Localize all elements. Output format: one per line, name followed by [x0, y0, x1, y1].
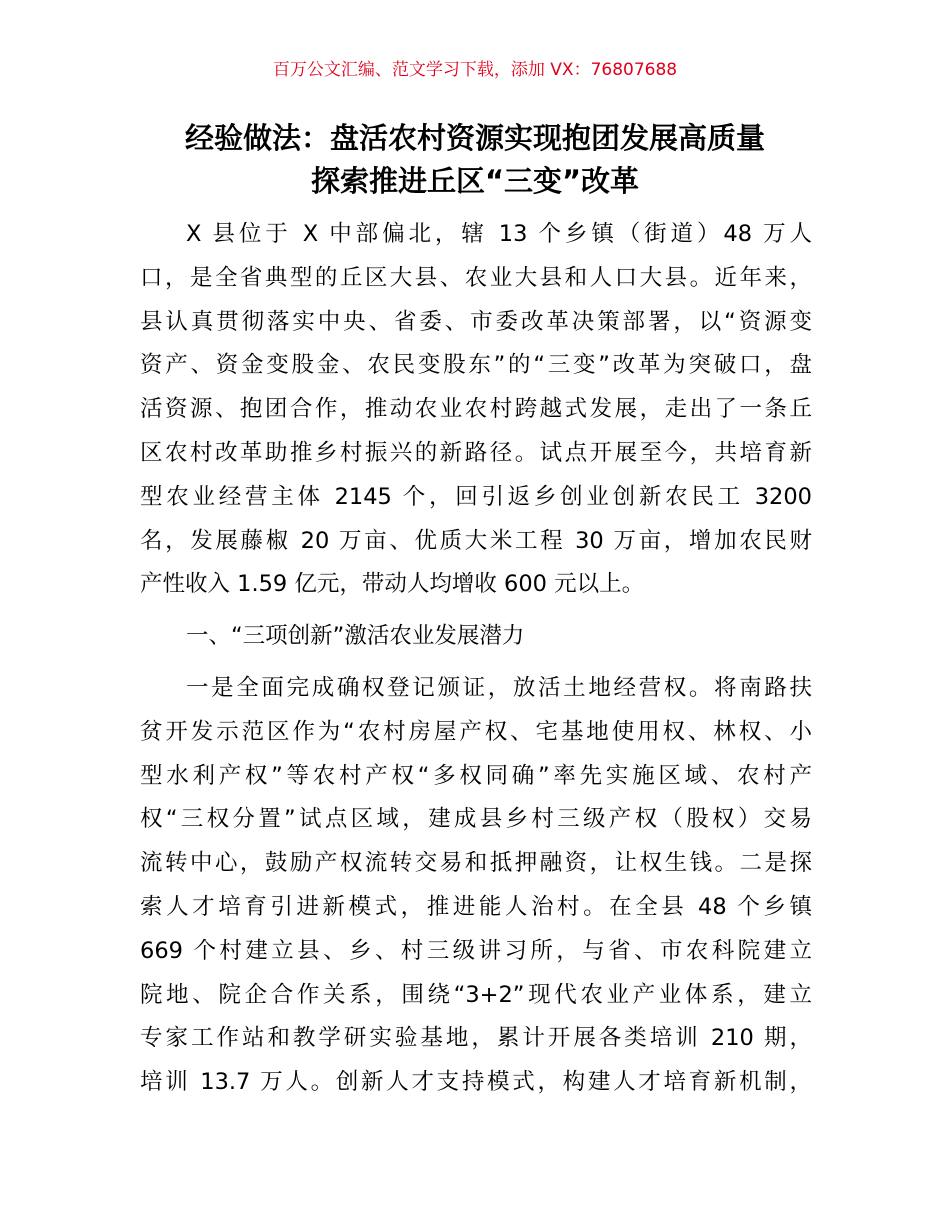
- text-line: 院地、院企合作关系，围绕“3+2”现代农业产业体系，建立: [140, 981, 812, 1008]
- paragraph-gap: [140, 607, 812, 615]
- text-line: 流转中心，鼓励产权流转交易和抵押融资，让权生钱。二是探: [140, 850, 812, 877]
- text-line: 669 个村建立县、乡、村三级讲习所，与省、市农科院建立: [140, 937, 812, 964]
- paragraph-section-1: [140, 667, 812, 1105]
- section-heading-text: 一、“三项创新”激活农业发展潜力: [186, 623, 525, 650]
- text-line: 口，是全省典型的丘区大县、农业大县和人口大县。近年来，: [140, 264, 812, 291]
- text-line: 产性收入 1.59 亿元，带动人均增收 600 元以上。: [140, 571, 645, 598]
- paragraph-gap: [140, 659, 812, 667]
- text-line: 索人才培育引进新模式，推进能人治村。在全县 48 个乡镇: [140, 893, 812, 920]
- text-line: X 县位于 X 中部偏北，辖 13 个乡镇（街道）48 万人: [186, 221, 812, 247]
- text-line: 一是全面完成确权登记颁证，放活土地经营权。将南路扶: [186, 674, 812, 701]
- text-line: 区农村改革助推乡村振兴的新路径。试点开展至今，共培育新: [140, 439, 812, 466]
- section-heading-1: [140, 615, 812, 659]
- paragraph-intro: [140, 213, 812, 607]
- title-line-1: 经验做法：盘活农村资源实现抱团发展高质量: [184, 121, 765, 155]
- text-line: 活资源、抱团合作，推动农业农村跨越式发展，走出了一条丘: [140, 396, 812, 423]
- title-line-2: 探索推进丘区“三变”改革: [310, 164, 640, 198]
- text-line: 培训 13.7 万人。创新人才支持模式，构建人才培育新机制，: [140, 1069, 812, 1096]
- text-line: 专家工作站和教学研实验基地，累计开展各类培训 210 期，: [140, 1025, 812, 1052]
- text-line: 名，发展藤椒 20 万亩、优质大米工程 30 万亩，增加农民财: [140, 527, 812, 554]
- text-line: 县认真贯彻落实中央、省委、市委改革决策部署，以“资源变: [140, 308, 812, 335]
- document-title: [0, 117, 950, 203]
- document-body: [140, 213, 812, 1105]
- text-line: 权“三权分置”试点区域，建成县乡村三级产权（股权）交易: [140, 806, 812, 833]
- text-line: 型水利产权”等农村产权“多权同确”率先实施区域、农村产: [140, 762, 812, 789]
- text-line: 型农业经营主体 2145 个，回引返乡创业创新农民工 3200: [140, 483, 812, 510]
- text-line: 贫开发示范区作为“农村房屋产权、宅基地使用权、林权、小: [140, 718, 812, 745]
- watermark-header: 百万公文汇编、范文学习下载，添加 VX：76807688: [272, 60, 678, 80]
- text-line: 资产、资金变股金、农民变股东”的“三变”改革为突破口，盘: [140, 352, 812, 379]
